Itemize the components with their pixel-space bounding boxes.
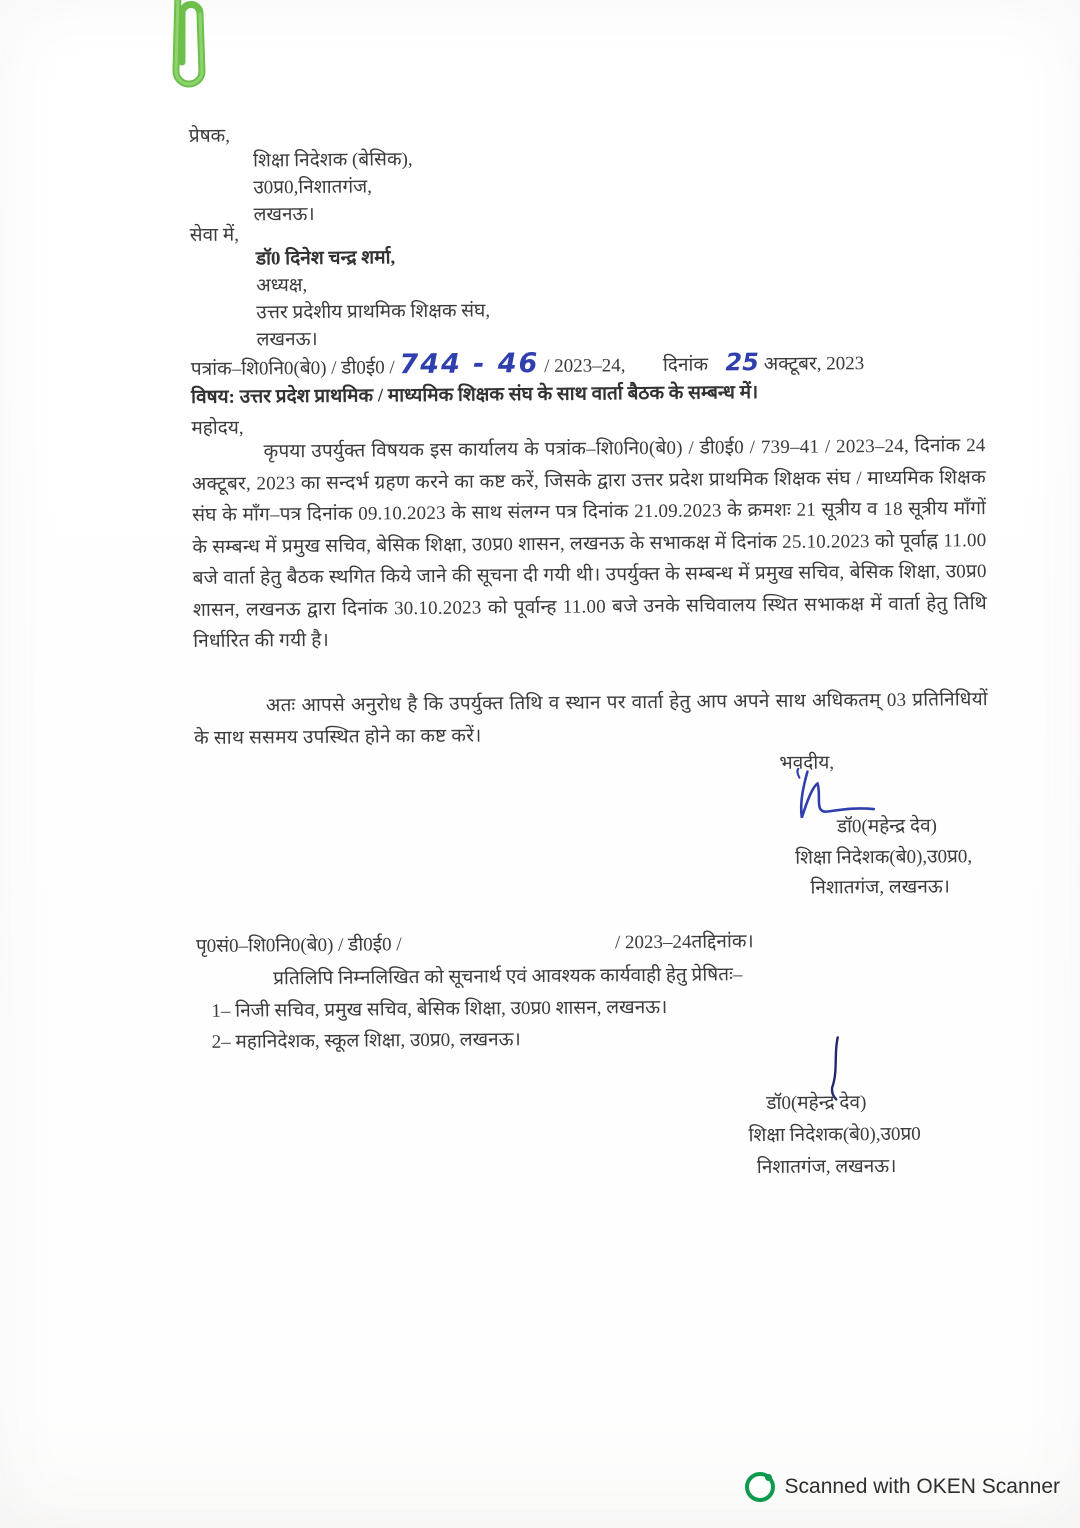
ref-suffix: / 2023–24, [544,355,626,377]
endorsement-prefix: पृ0सं0–शि0नि0(बे0) / डी0ई0 / [195,934,402,958]
signatory2-place: निशातगंज, लखनऊ। [756,1155,897,1179]
body-paragraph-2: अतः आपसे अनुरोध है कि उपर्युक्त तिथि व स्थान पर वार्ता हेतु आप अपने साथ अधिकतम् 03 प्रतिनिधियों के साथ ससमय उपस्थित होने का कष्ट करें। [194,689,988,749]
from-label: प्रेषक, [188,125,231,148]
date-day-handwritten: 25 [725,348,760,377]
signatory1-place: निशातगंज, लखनऊ। [810,876,951,899]
scanner-footer-text: Scanned with OKEN Scanner [784,1475,1060,1498]
body-paragraph-1: कृपया उपर्युक्त विषयक इस कार्यालय के पत्रांक–शि0नि0(बे0) / डी0ई0 / 739–41 / 2023–24, दिनांक 24 अक्टूबर, 2023 का सन्दर्भ ग्रहण करने का कष्ट करें, जिसके द्वारा उत्तर प्रदेश प्राथमिक शिक्षक संघ / माध्यमिक शिक्षक संघ के माँग–पत्र दिनांक 09.10.2023 के साथ संलग्न पत्र दिनांक 21.09.2023 के क्रमशः 21 सूत्रीय व 18 सूत्रीय माँगों के सम्बन्ध में प्रमुख सचिव, बेसिक शिक्षा, उ0प्र0 शासन, लखनऊ के सभाकक्ष में दिनांक 25.10.2023 को पूर्वाह्न 11.00 बजे वार्ता हेतु बैठक स्थगित किये जाने की सूचना दी गयी थी। उपर्युक्त के सम्बन्ध में प्रमुख सचिव, बेसिक शिक्षा, उ0प्र0 शासन, लखनऊ द्वारा दिनांक 30.10.2023 को पूर्वान्ह 11.00 बजे उनके सचिवालय स्थित सभाकक्ष में वार्ता हेतु तिथि निर्धारित की गयी है। [191,435,988,653]
to-name: डॉ0 दिनेश चन्द्र शर्मा, [255,247,396,270]
to-line: उत्तर प्रदेशीय प्राथमिक शिक्षक संघ, [256,300,491,324]
ref-prefix: पत्रांक–शि0नि0(बे0) / डी0ई0 / [190,357,400,381]
to-line: अध्यक्ष, [256,275,308,297]
scanner-footer [0,1472,1060,1502]
endorsement-suffix: / 2023–24तद्दिनांक। [614,931,754,954]
to-label: सेवा में, [189,224,240,247]
ref-number-handwritten: 744 - 46 [399,347,540,381]
signatory1-name: डॉ0(महेन्द्र देव) [836,815,938,838]
date-suffix: अक्टूबर, 2023 [763,353,865,376]
copy-intro: प्रतिलिपि निम्नलिखित को सूचनार्थ एवं आवश्यक कार्यवाही हेतु प्रेषितः– [273,964,743,990]
copy-item-2: 2– महानिदेशक, स्कूल शिक्षा, उ0प्र0, लखनऊ। [211,1029,521,1053]
signatory2-title: शिक्षा निदेशक(बे0),उ0प्र0 [748,1123,921,1147]
from-line: शिक्षा निदेशक (बेसिक), [252,149,413,172]
subject-line: विषय: उत्तर प्रदेश प्राथमिक / माध्यमिक शिक्षक संघ के साथ वार्ता बैठक के सम्बन्ध में। [191,382,759,409]
closing: भवदीय, [779,752,835,774]
from-address [253,146,413,228]
signatory1-title: शिक्षा निदेशक(बे0),उ0प्र0, [795,846,973,869]
copy-item-1: 1– निजी सचिव, प्रमुख सचिव, बेसिक शिक्षा, उ0प्र0 शासन, लखनऊ। [211,996,668,1022]
to-line: लखनऊ। [256,328,318,351]
oken-scanner-icon [745,1472,775,1502]
from-line: लखनऊ। [253,203,315,226]
date-label: दिनांक [662,354,709,376]
from-line: उ0प्र0,निशातगंज, [253,176,373,199]
salutation: महोदय, [191,417,244,440]
to-address [256,243,491,353]
signatory2-name: डॉ0(महेन्द्र देव) [766,1092,867,1115]
